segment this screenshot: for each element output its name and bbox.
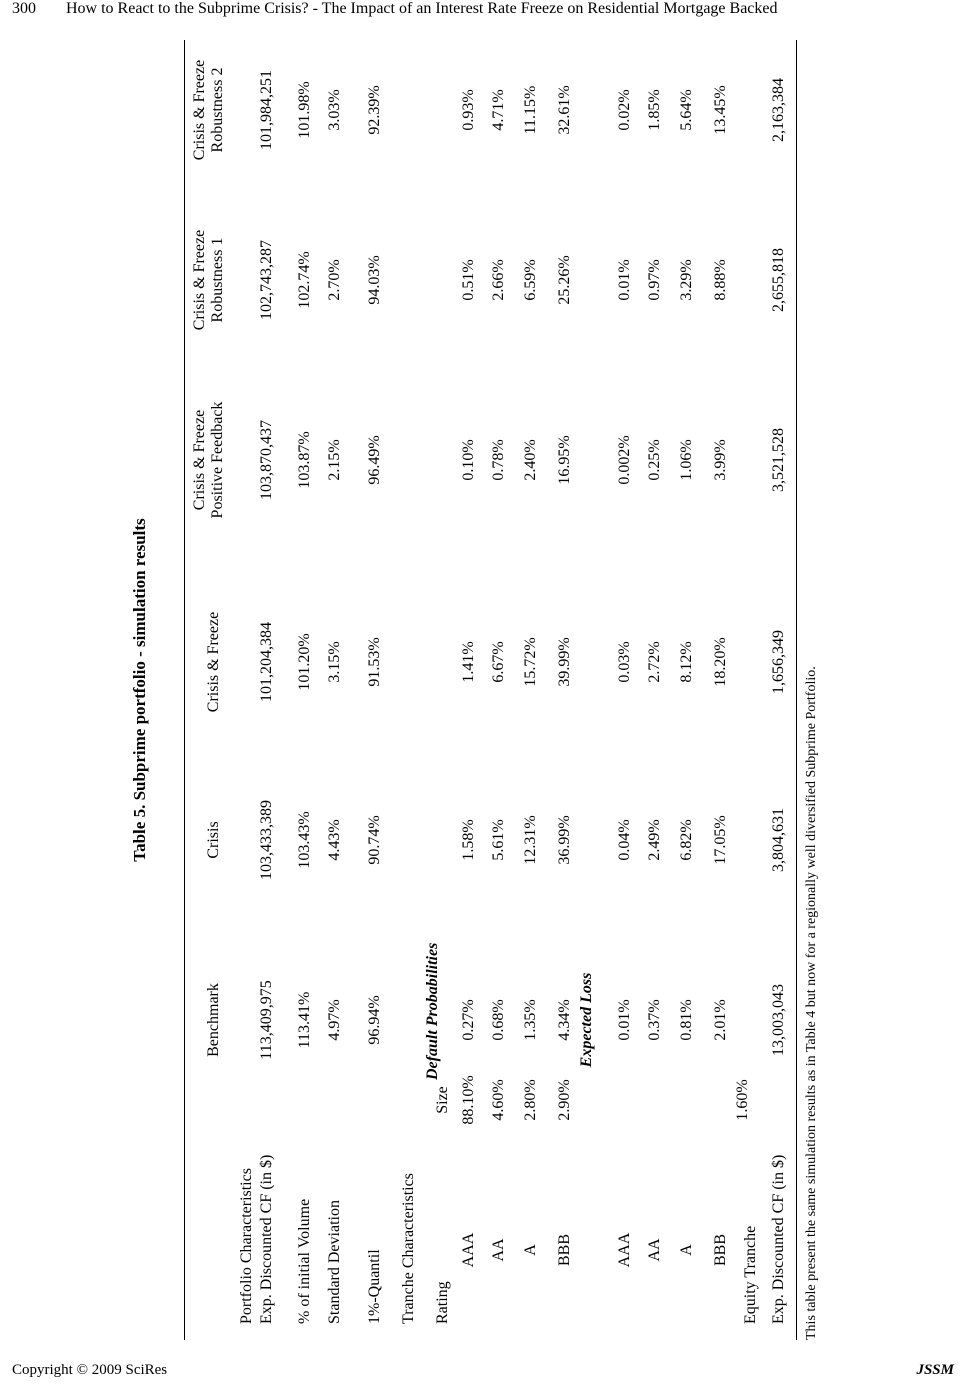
size: 2.80%: [522, 1079, 539, 1121]
table-cell: 113.41%: [296, 991, 313, 1049]
rating: A: [678, 1244, 695, 1256]
table-cell: 0.51%: [460, 259, 477, 301]
table-cell: 2,655,818: [770, 248, 787, 312]
equity-label: Equity Tranche: [742, 1225, 759, 1324]
table-cell: 6.67%: [490, 641, 507, 683]
table-cell: 0.68%: [490, 999, 507, 1041]
table-cell: 3,521,528: [770, 428, 787, 492]
table-cell: 103,870,437: [258, 420, 275, 500]
table-cell: 103,433,389: [258, 800, 275, 880]
table-cell: 102.74%: [296, 251, 313, 309]
table-cell: 103.87%: [296, 431, 313, 489]
size: 2.90%: [556, 1079, 573, 1121]
table-cell: 0.25%: [646, 439, 663, 481]
table-cell: 0.03%: [616, 641, 633, 683]
column-header: Robustness 1: [209, 237, 226, 323]
rating: AAA: [616, 1232, 633, 1268]
size: 4.60%: [490, 1079, 507, 1121]
table-cell: 96.94%: [366, 995, 383, 1045]
loss-heading: Expected Loss: [578, 972, 595, 1068]
table-cell: 2.15%: [326, 439, 343, 481]
table-cell: 96.49%: [366, 435, 383, 485]
table-cell: 1,656,349: [770, 630, 787, 694]
table-cell: 0.002%: [616, 435, 633, 485]
table-cell: 3.03%: [326, 89, 343, 131]
size: 88.10%: [460, 1075, 477, 1125]
table-cell: 5.61%: [490, 819, 507, 861]
running-title: How to React to the Subprime Crisis? - The Impact of an Interest Rate Freeze on Residential Mortgage Backed: [66, 0, 778, 17]
table-cell: 2.40%: [522, 439, 539, 481]
table-cell: 0.78%: [490, 439, 507, 481]
tranche-heading: Tranche Characteristics: [400, 1173, 417, 1324]
table-cell: 8.12%: [678, 641, 695, 683]
equity-size: 1.60%: [734, 1079, 751, 1121]
table-cell: 1.35%: [522, 999, 539, 1041]
column-header: Crisis: [205, 821, 222, 859]
table-cell: 0.37%: [646, 999, 663, 1041]
default-heading: Default Probabilities: [424, 942, 441, 1080]
table-cell: 6.59%: [522, 259, 539, 301]
rating: AA: [646, 1238, 663, 1262]
table-cell: 2,163,384: [770, 78, 787, 142]
footer-journal: JSSM: [916, 1362, 954, 1378]
rating: BBB: [556, 1233, 573, 1267]
table-cell: 0.02%: [616, 89, 633, 131]
table-cell: 18.20%: [712, 637, 729, 687]
table-cell: 1.58%: [460, 819, 477, 861]
table-cell: 2.66%: [490, 259, 507, 301]
table-cell: 3.99%: [712, 439, 729, 481]
table-cell: 11.15%: [522, 85, 539, 135]
table-top-rule: [184, 40, 185, 1340]
table-cell: 101.98%: [296, 81, 313, 139]
table-cell: 13.45%: [712, 85, 729, 135]
rating: A: [522, 1244, 539, 1256]
table-cell: 4.71%: [490, 89, 507, 131]
table-cell: 101,204,384: [258, 622, 275, 702]
rating: AAA: [460, 1232, 477, 1268]
table-cell: 92.39%: [366, 85, 383, 135]
table-cell: 1.41%: [460, 641, 477, 683]
table-cell: 0.01%: [616, 999, 633, 1041]
table-cell: 3.15%: [326, 641, 343, 683]
table-bottom-rule: [796, 40, 797, 1340]
row-label: Standard Deviation: [326, 1200, 343, 1324]
table-cell: 39.99%: [556, 637, 573, 687]
table-cell: 2.72%: [646, 641, 663, 683]
table-cell: 0.81%: [678, 999, 695, 1041]
table-cell: 90.74%: [366, 815, 383, 865]
table-cell: 2.49%: [646, 819, 663, 861]
row-label: % of initial Volume: [296, 1198, 313, 1324]
rotated-table: [130, 40, 820, 1340]
table-cell: 4.97%: [326, 999, 343, 1041]
table-cell: 4.34%: [556, 999, 573, 1041]
column-header: Positive Feedback: [209, 401, 226, 519]
rating-label: Rating: [434, 1281, 451, 1324]
table-cell: 0.93%: [460, 89, 477, 131]
size-label: Size: [434, 1086, 451, 1114]
table-cell: 2.01%: [712, 999, 729, 1041]
table-cell: 101.20%: [296, 633, 313, 691]
table-cell: 0.27%: [460, 999, 477, 1041]
table-cell: 103.43%: [296, 811, 313, 869]
table-cell: 32.61%: [556, 85, 573, 135]
table-cell: 0.01%: [616, 259, 633, 301]
table-cell: 1.85%: [646, 89, 663, 131]
table-cell: 0.10%: [460, 439, 477, 481]
table-cell: 94.03%: [366, 255, 383, 305]
rating: AA: [490, 1238, 507, 1262]
table-caption: Table 5. Subprime portfolio - simulation results: [130, 518, 149, 862]
row-label: 1%-Quantil: [366, 1249, 383, 1324]
table-cell: 91.53%: [366, 637, 383, 687]
table-cell: 6.82%: [678, 819, 695, 861]
row-label: Exp. Discounted CF (in $): [770, 1154, 787, 1324]
footer-copyright: Copyright © 2009 SciRes: [12, 1362, 168, 1378]
table-cell: 101,984,251: [258, 70, 275, 150]
column-header: Crisis & Freeze: [205, 611, 222, 713]
table-cell: 25.26%: [556, 255, 573, 305]
table-cell: 8.88%: [712, 259, 729, 301]
table-cell: 2.70%: [326, 259, 343, 301]
table-cell: 5.64%: [678, 89, 695, 131]
table-cell: 16.95%: [556, 435, 573, 485]
table-cell: 12.31%: [522, 815, 539, 865]
portfolio-heading: Portfolio Characteristics: [238, 1168, 255, 1324]
table-cell: 3.29%: [678, 259, 695, 301]
column-header: Crisis & Freeze: [191, 229, 208, 331]
column-header: Benchmark: [205, 983, 222, 1057]
table-cell: 4.43%: [326, 819, 343, 861]
table-cell: 102,743,287: [258, 240, 275, 320]
column-header: Robustness 2: [209, 67, 226, 153]
table-cell: 0.97%: [646, 259, 663, 301]
table-cell: 13,003,043: [770, 984, 787, 1056]
column-header: Crisis & Freeze: [191, 409, 208, 511]
column-header: Crisis & Freeze: [191, 59, 208, 161]
table-cell: 17.05%: [712, 815, 729, 865]
table-cell: 36.99%: [556, 815, 573, 865]
row-label: Exp. Discounted CF (in $): [258, 1154, 275, 1324]
table-cell: 0.04%: [616, 819, 633, 861]
rating: BBB: [712, 1233, 729, 1267]
table-cell: 3,804,631: [770, 808, 787, 872]
page-header: [10, 0, 956, 24]
table-cell: 113,409,975: [258, 980, 275, 1060]
table-note: This table present the same simulation results as in Table 4 but now for a regionally well diversified Subprime Portfolio.: [804, 666, 819, 1340]
table-cell: 15.72%: [522, 637, 539, 687]
table-cell: 1.06%: [678, 439, 695, 481]
page-number: 300: [12, 0, 36, 17]
